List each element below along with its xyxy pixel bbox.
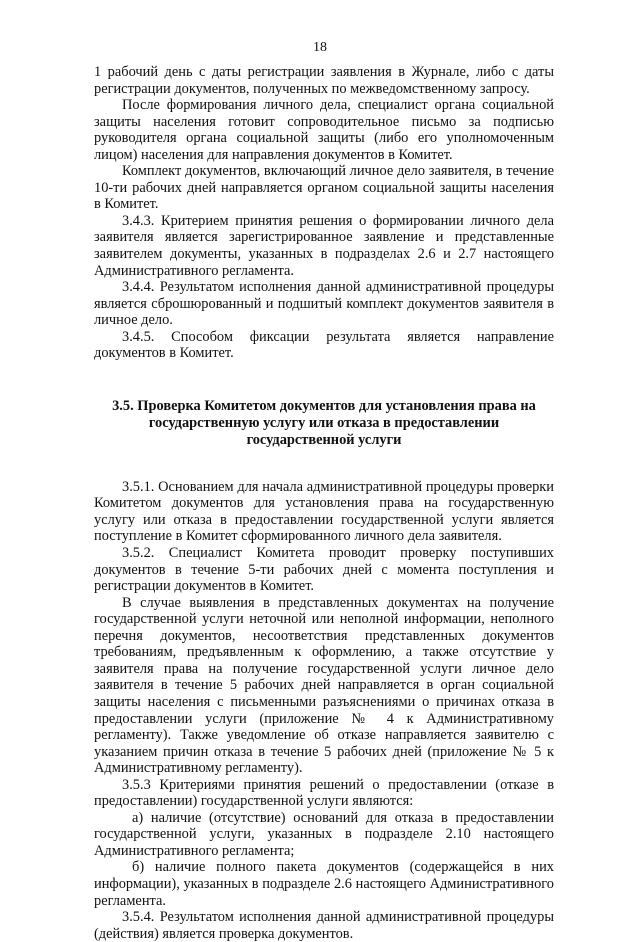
paragraph: 1 рабочий день с даты регистрации заявления в Журнале, либо с даты регистрации документов, полученных по межведомственному запросу.	[94, 64, 554, 97]
paragraph: 3.5.4. Результатом исполнения данной административной процедуры (действия) является проверка документов.	[94, 909, 554, 942]
page-number: 18	[313, 40, 327, 55]
paragraph: 3.5.3 Критериями принятия решений о предоставлении (отказе в предоставлении) государственной услуги являются:	[94, 776, 554, 810]
paragraph: 3.5.2. Специалист Комитета проводит проверку поступивших документов в течение 5-ти рабочих дней с момента поступления и регистрации документов в Комитет.	[94, 545, 554, 595]
paragraph: Комплект документов, включающий личное дело заявителя, в течение 10-ти рабочих дней направляется органом социальной защиты населения в Комитет.	[94, 163, 554, 213]
paragraph: 3.4.5. Способом фиксации результата является направление документов в Комитет.	[94, 328, 554, 362]
list-item: а) наличие (отсутствие) оснований для отказа в предоставлении государственной услуги, указанных в подразделе 2.10 настоящего Административного регламента;	[94, 809, 554, 859]
page-content	[94, 64, 554, 942]
paragraph: 3.4.3. Критерием принятия решения о формировании личного дела заявителя является зарегистрированное заявление и представленные заявителем документы, указанных в подразделах 2.6 и 2.7 настоящего Административного регламента.	[94, 212, 554, 279]
paragraph: В случае выявления в представленных документах на получение государственной услуги неточной или неполной информации, неполного перечня документов, несоответствия представленных документов требованиям, предъявленным к оформлению, а также отсутствие у заявителя права на получение государственной услуги личное дело заявителя в течение 5 рабочих дней направляется в орган социальной защиты населения с письменными разъяснениями о причинах отказа в предоставлении услуги (приложение № 4 к Административному регламенту). Также уведомление об отказе направляется заявителю с указанием причин отказа в течение 5 рабочих дней (приложение № 5 к Административному регламенту).	[94, 594, 554, 777]
paragraph: 3.5.1. Основанием для начала административной процедуры проверки Комитетом документов для установления права на государственную услугу или отказа в предоставлении государственной услуги является поступление в Комитет сформированного личного дела заявителя.	[94, 478, 554, 545]
list-item: б) наличие полного пакета документов (содержащейся в них информации), указанных в подразделе 2.6 настоящего Административного регламента.	[94, 859, 554, 909]
paragraph: 3.4.4. Результатом исполнения данной административной процедуры является сброшюрованный и подшитый комплект документов заявителя в личное дело.	[94, 279, 554, 329]
paragraph: После формирования личного дела, специалист органа социальной защиты населения готовит сопроводительное письмо за подписью руководителя органа социальной защиты (либо его уполномоченным лицом) населения для направления документов в Комитет.	[94, 97, 554, 163]
section-heading: 3.5. Проверка Комитетом документов для установления права на государственную услугу или отказа в предоставлении государственной услуги	[112, 397, 536, 448]
